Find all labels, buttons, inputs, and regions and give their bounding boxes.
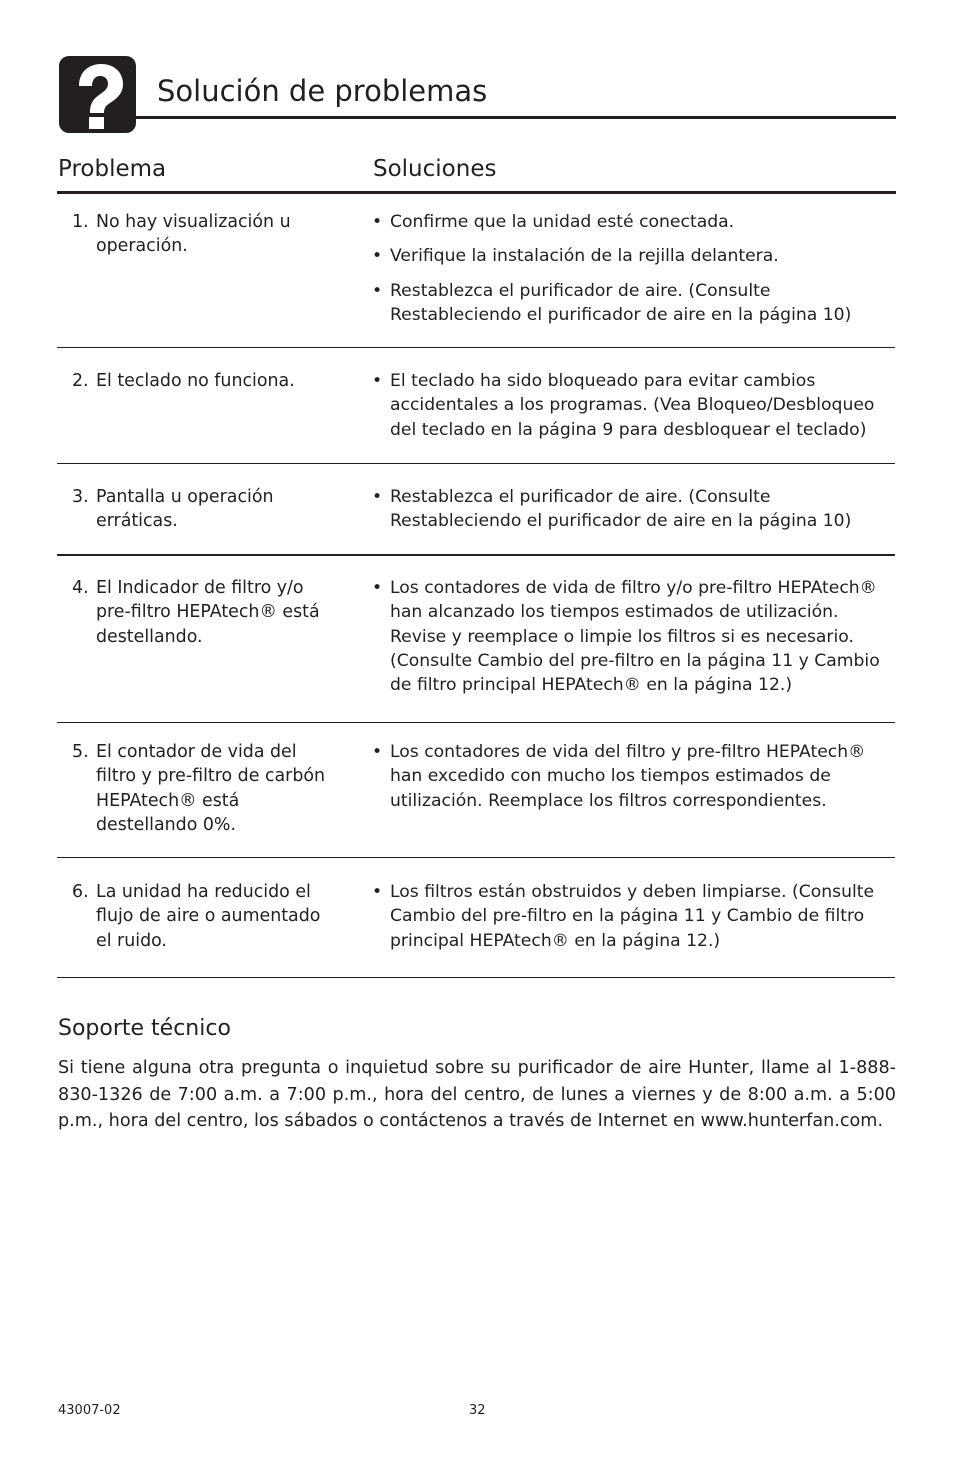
problem-cell [72, 880, 337, 953]
problem-cell [72, 369, 337, 393]
problem-text: No hay visualización u operación. [96, 212, 291, 257]
problem-text: El contador de vida del filtro y pre-filtro de carbón HEPAtech® está destellando 0%. [96, 742, 326, 835]
support-heading: Soporte técnico [58, 1016, 231, 1041]
question-mark-icon [59, 56, 136, 133]
problem-text: La unidad ha reducido el flujo de aire o aumentado el ruido. [96, 882, 321, 951]
solution-item: • Restablezca el purificador de aire. (Consulte Restableciendo el purificador de aire en la página 10) [372, 487, 852, 532]
solution-text: Los filtros están obstruidos y deben limpiarse. (Consulte Cambio del pre-filtro en la página 11 y Cambio de filtro principal HEPAtech® en la página 12.) [390, 882, 875, 951]
problem-number: 4. [72, 578, 89, 598]
problem-column-header: Problema [58, 156, 167, 182]
page-number: 32 [469, 1403, 486, 1418]
solutions-column-header: Soluciones [373, 156, 497, 182]
problem-cell [72, 210, 337, 259]
row-divider [57, 977, 895, 978]
solutions-cell [372, 485, 892, 544]
row-divider [57, 347, 895, 348]
solution-item: • Los contadores de vida del filtro y pre-filtro HEPAtech® han excedido con mucho los tiempos estimados de utilización. Reemplace los filtros correspondientes. [372, 742, 866, 811]
solution-text: Los contadores de vida del filtro y pre-filtro HEPAtech® han excedido con mucho los tiempos estimados de utilización. Reemplace los filtros correspondientes. [390, 742, 866, 811]
solution-text: Restablezca el purificador de aire. (Consulte Restableciendo el purificador de aire en la página 10) [390, 487, 852, 532]
solutions-cell [372, 740, 892, 823]
problem-number: 2. [72, 371, 89, 391]
solution-text: Confirme que la unidad esté conectada. [390, 212, 735, 232]
solution-item: • Verifique la instalación de la rejilla delantera. [372, 246, 779, 267]
solution-text: Restablezca el purificador de aire. (Consulte Restableciendo el purificador de aire en la página 10) [390, 280, 852, 325]
page-title: Solución de problemas [157, 74, 488, 108]
problem-number: 6. [72, 882, 89, 902]
row-divider [57, 857, 895, 858]
solution-text: Los contadores de vida de filtro y/o pre-filtro HEPAtech® han alcanzado los tiempos estimados de utilización. Revise y reemplace o limpie los filtros si es necesario. (Consulte Cambio del pre-filtro en la página 11 y Cambio de filtro principal HEPAtech® en la página 12.) [390, 578, 880, 696]
solution-item: • Confirme que la unidad esté conectada. [372, 212, 735, 232]
problem-number: 1. [72, 212, 89, 232]
solutions-cell [372, 369, 892, 452]
problem-cell [72, 485, 337, 534]
document-code: 43007-02 [58, 1403, 121, 1418]
row-divider [57, 463, 895, 464]
solution-item: • El teclado ha sido bloqueado para evitar cambios accidentales a los programas. (Vea Bloqueo/Desbloqueo del teclado en la página 9 para desbloquear el teclado) [372, 371, 875, 440]
solutions-cell [372, 576, 892, 707]
problem-text: El Indicador de filtro y/o pre-filtro HEPAtech® está destellando. [96, 578, 320, 647]
problem-number: 5. [72, 742, 89, 762]
header-divider [57, 191, 896, 194]
row-divider [57, 722, 895, 723]
solutions-cell [372, 880, 892, 963]
row-divider [57, 554, 895, 556]
title-divider [136, 116, 896, 119]
solutions-cell [372, 210, 892, 337]
solution-item: • Restablezca el purificador de aire. (Consulte Restableciendo el purificador de aire en la página 10) [372, 280, 852, 325]
solution-item: • Los filtros están obstruidos y deben limpiarse. (Consulte Cambio del pre-filtro en la página 11 y Cambio de filtro principal HEPAtech® en la página 12.) [372, 882, 875, 951]
solution-text: El teclado ha sido bloqueado para evitar cambios accidentales a los programas. (Vea Bloqueo/Desbloqueo del teclado en la página 9 para desbloquear el teclado) [390, 371, 875, 440]
solution-item: • Los contadores de vida de filtro y/o pre-filtro HEPAtech® han alcanzado los tiempos estimados de utilización. Revise y reemplace o limpie los filtros si es necesario. (Consulte Cambio del pre-filtro en la página 11 y Cambio de filtro principal HEPAtech® en la página 12.) [372, 578, 880, 696]
problem-cell [72, 740, 337, 837]
problem-cell [72, 576, 337, 649]
problem-number: 3. [72, 487, 89, 507]
solution-text: Verifique la instalación de la rejilla delantera. [390, 246, 779, 267]
problem-text: El teclado no funciona. [96, 371, 295, 391]
problem-text: Pantalla u operación erráticas. [96, 487, 274, 532]
support-paragraph: Si tiene alguna otra pregunta o inquietud sobre su purificador de aire Hunter, llame al 1-888-830-1326 de 7:00 a.m. a 7:00 p.m., hora del centro, de lunes a viernes y de 8:00 a.m. a 5:00 p.m., hora del centro, los sábados o contáctenos a través de Internet en www.hunterfan.com. [58, 1058, 896, 1131]
